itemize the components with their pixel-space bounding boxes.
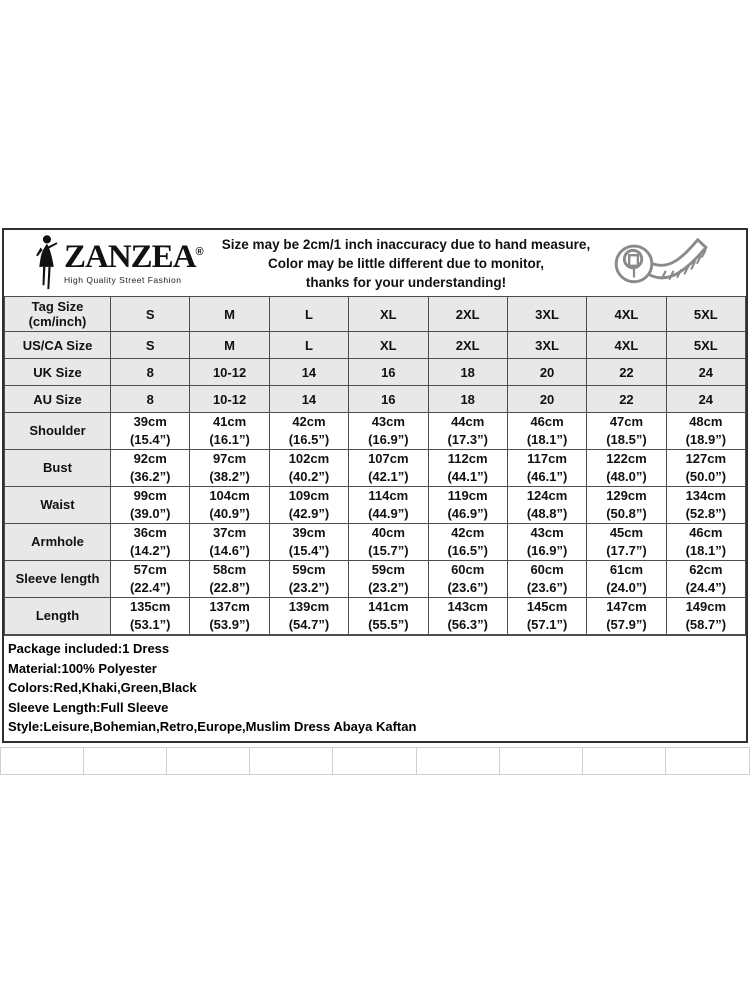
inch-value: (42.1”) [368, 469, 409, 484]
inch-value: (40.2”) [288, 469, 330, 484]
measurement-cell [190, 413, 269, 450]
empty-grid-cell [500, 748, 583, 774]
inch-value: (46.9”) [447, 506, 488, 521]
cm-value: 42cm [451, 525, 485, 540]
empty-grid-cell [1, 748, 84, 774]
cm-value: 117cm [527, 451, 567, 466]
cm-value: 92cm [133, 451, 167, 466]
size-cell: 24 [666, 359, 745, 386]
cm-value: 137cm [209, 599, 250, 614]
cm-value: 36cm [133, 525, 167, 540]
cm-value: 135cm [129, 599, 171, 614]
inch-value: (16.9”) [368, 432, 409, 447]
size-cell: 4XL [587, 332, 666, 359]
size-table [4, 296, 746, 635]
cm-value: 46cm [530, 414, 564, 429]
cm-value: 57cm [133, 562, 167, 577]
inch-value: (48.8”) [526, 506, 568, 521]
inch-value: (16.1”) [209, 432, 250, 447]
table-row [5, 332, 746, 359]
notice-line: Color may be little different due to monitor, [267, 255, 545, 271]
size-cell: 24 [666, 386, 745, 413]
inch-value: (14.6”) [209, 543, 250, 558]
inch-value: (50.0”) [685, 469, 727, 484]
measurement-cell [507, 524, 586, 561]
measurement-cell [111, 413, 190, 450]
cm-value: 112cm [447, 451, 488, 466]
size-cell: 5XL [666, 332, 745, 359]
measurement-cell [190, 598, 269, 635]
footer-empty-grid [0, 747, 750, 775]
measurement-cell [111, 487, 190, 524]
size-cell: 2XL [428, 297, 507, 332]
size-cell: 16 [349, 359, 428, 386]
measurement-cell [587, 487, 666, 524]
empty-grid-cell [333, 748, 416, 774]
inch-value: (24.0”) [606, 580, 647, 595]
size-cell: 18 [428, 386, 507, 413]
measurement-cell [190, 450, 269, 487]
brand-logo [30, 234, 210, 292]
table-row [5, 524, 746, 561]
size-cell: S [111, 332, 190, 359]
inch-value: (23.2”) [288, 580, 330, 595]
cm-value: 99cm [133, 488, 167, 503]
empty-grid-cell [250, 748, 333, 774]
inch-value: (23.2”) [368, 580, 409, 595]
measurement-cell [190, 487, 269, 524]
inch-value: (46.1”) [526, 469, 568, 484]
cm-value: 134cm [685, 488, 727, 503]
size-cell: 8 [111, 359, 190, 386]
size-cell: 18 [428, 359, 507, 386]
inch-value: (57.1”) [526, 617, 568, 632]
inch-value: (40.9”) [209, 506, 250, 521]
cm-value: 124cm [526, 488, 568, 503]
product-details [4, 635, 746, 741]
measurement-cell [349, 598, 428, 635]
size-cell: L [269, 297, 348, 332]
inch-value: (18.1”) [685, 543, 727, 558]
cm-value: 109cm [288, 488, 330, 503]
measurement-cell [507, 487, 586, 524]
cm-value: 42cm [292, 414, 326, 429]
cm-value: 107cm [368, 451, 409, 466]
cm-value: 59cm [292, 562, 326, 577]
table-row [5, 561, 746, 598]
notice-line: Size may be 2cm/1 inch inaccuracy due to hand measure, [221, 236, 591, 252]
table-row [5, 359, 746, 386]
cm-value: 40cm [371, 525, 405, 540]
inch-value: (15.7”) [368, 543, 409, 558]
inch-value: (15.4”) [129, 432, 171, 447]
measurement-cell [349, 524, 428, 561]
measurement-cell [587, 413, 666, 450]
measurement-cell [190, 561, 269, 598]
brand-text [64, 241, 204, 285]
inch-value: (53.1”) [129, 617, 171, 632]
inch-value: (17.7”) [606, 543, 647, 558]
inch-value: (53.9”) [209, 617, 250, 632]
empty-grid-cell [417, 748, 500, 774]
measurement-cell [587, 450, 666, 487]
measurement-cell [269, 561, 348, 598]
row-label: US/CA Size [5, 332, 111, 359]
size-cell: M [190, 332, 269, 359]
size-cell: 3XL [507, 332, 586, 359]
inch-value: (18.1”) [526, 432, 568, 447]
measurement-cell [428, 487, 507, 524]
inch-value: (23.6”) [526, 580, 568, 595]
cm-value: 60cm [530, 562, 564, 577]
cm-value: 139cm [288, 599, 330, 614]
inch-value: (17.3”) [447, 432, 488, 447]
tape-measure-icon [606, 233, 724, 294]
table-row [5, 297, 746, 332]
size-cell: 2XL [428, 332, 507, 359]
size-cell: 22 [587, 359, 666, 386]
cm-value: 143cm [447, 599, 488, 614]
row-label: Length [5, 598, 111, 635]
measurement-cell [587, 561, 666, 598]
size-cell: 10-12 [190, 386, 269, 413]
size-cell: 20 [507, 386, 586, 413]
measurement-cell [269, 487, 348, 524]
cm-value: 122cm [606, 451, 647, 466]
measurement-cell [587, 598, 666, 635]
inch-value: (36.2”) [129, 469, 171, 484]
measurement-cell [428, 561, 507, 598]
size-cell: 20 [507, 359, 586, 386]
measurement-cell [269, 450, 348, 487]
empty-grid-cell [84, 748, 167, 774]
cm-value: 43cm [371, 414, 405, 429]
cm-value: 45cm [609, 525, 644, 540]
inch-value: (44.1”) [447, 469, 488, 484]
measurement-cell [507, 561, 586, 598]
inch-value: (39.0”) [129, 506, 171, 521]
row-label: Armhole [5, 524, 111, 561]
size-cell: 16 [349, 386, 428, 413]
inch-value: (44.9”) [368, 506, 409, 521]
cm-value: 39cm [292, 525, 326, 540]
size-cell: 14 [269, 359, 348, 386]
measurement-cell [507, 598, 586, 635]
measurement-cell [111, 450, 190, 487]
size-cell: XL [349, 332, 428, 359]
measurement-cell [111, 561, 190, 598]
cm-value: 37cm [212, 525, 247, 540]
measurement-cell [349, 487, 428, 524]
cm-value: 47cm [609, 414, 644, 429]
measurement-notice [210, 235, 606, 292]
inch-value: (22.4”) [129, 580, 171, 595]
cm-value: 141cm [368, 599, 409, 614]
row-label: Sleeve length [5, 561, 111, 598]
inch-value: (18.5”) [606, 432, 647, 447]
measurement-cell [428, 413, 507, 450]
inch-value: (58.7”) [685, 617, 727, 632]
measurement-cell [269, 524, 348, 561]
table-row [5, 487, 746, 524]
row-label: Bust [5, 450, 111, 487]
table-row [5, 598, 746, 635]
inch-value: (23.6”) [447, 580, 488, 595]
cm-value: 97cm [212, 451, 247, 466]
row-label: Tag Size (cm/inch) [5, 297, 111, 332]
size-table-body [5, 297, 746, 635]
measurement-cell [666, 524, 745, 561]
size-cell: 3XL [507, 297, 586, 332]
inch-value: (15.4”) [288, 543, 330, 558]
detail-line: Style:Leisure,Bohemian,Retro,Europe,Muslim Dress Abaya Kaftan [8, 719, 417, 734]
measurement-cell [507, 413, 586, 450]
measurement-cell [507, 450, 586, 487]
inch-value: (55.5”) [368, 617, 409, 632]
cm-value: 149cm [685, 599, 727, 614]
measurement-cell [269, 413, 348, 450]
cm-value: 41cm [212, 414, 247, 429]
size-cell: 10-12 [190, 359, 269, 386]
inch-value: (54.7”) [288, 617, 330, 632]
measurement-cell [428, 524, 507, 561]
brand-tagline: High Quality Street Fashion [64, 275, 182, 285]
cm-value: 127cm [685, 451, 727, 466]
size-cell: 14 [269, 386, 348, 413]
measurement-cell [666, 561, 745, 598]
row-label: Shoulder [5, 413, 111, 450]
cm-value: 61cm [609, 562, 644, 577]
inch-value: (14.2”) [129, 543, 171, 558]
detail-line: Material:100% Polyester [8, 660, 157, 676]
table-row [5, 450, 746, 487]
cm-value: 43cm [530, 525, 564, 540]
measurement-cell [666, 450, 745, 487]
size-cell: S [111, 297, 190, 332]
cm-value: 119cm [447, 488, 488, 503]
empty-grid-cell [666, 748, 749, 774]
inch-value: (38.2”) [209, 469, 250, 484]
empty-grid-cell [167, 748, 250, 774]
size-cell: 4XL [587, 297, 666, 332]
size-cell: 8 [111, 386, 190, 413]
inch-value: (56.3”) [447, 617, 488, 632]
inch-value: (18.9”) [685, 432, 727, 447]
size-cell: XL [349, 297, 428, 332]
row-label: Waist [5, 487, 111, 524]
inch-value: (24.4”) [685, 580, 727, 595]
measurement-cell [428, 598, 507, 635]
measurement-cell [587, 524, 666, 561]
cm-value: 44cm [451, 414, 485, 429]
cm-value: 39cm [133, 414, 167, 429]
measurement-cell [269, 598, 348, 635]
detail-line: Sleeve Length:Full Sleeve [8, 699, 169, 715]
empty-grid-cell [583, 748, 666, 774]
inch-value: (57.9”) [606, 617, 647, 632]
size-cell: M [190, 297, 269, 332]
measurement-cell [428, 450, 507, 487]
header-band [4, 230, 746, 296]
size-cell: 5XL [666, 297, 745, 332]
inch-value: (50.8”) [606, 506, 647, 521]
cm-value: 59cm [371, 562, 405, 577]
measurement-cell [190, 524, 269, 561]
inch-value: (16.9”) [526, 543, 568, 558]
measurement-cell [111, 524, 190, 561]
cm-value: 62cm [689, 562, 723, 577]
table-row [5, 386, 746, 413]
measurement-cell [349, 413, 428, 450]
cm-value: 104cm [209, 488, 250, 503]
inch-value: (22.8”) [209, 580, 250, 595]
measurement-cell [666, 413, 745, 450]
measurement-cell [349, 450, 428, 487]
cm-value: 145cm [526, 599, 568, 614]
row-label: UK Size [5, 359, 111, 386]
cm-value: 102cm [288, 451, 330, 466]
brand-wordmark: ZANZEA® [64, 239, 204, 275]
cm-value: 147cm [606, 599, 647, 614]
measurement-cell [666, 487, 745, 524]
cm-value: 58cm [212, 562, 247, 577]
size-chart-sheet [2, 228, 748, 743]
detail-line: Colors:Red,Khaki,Green,Black [8, 680, 197, 695]
detail-line: Package included:1 Dress [8, 641, 170, 656]
measurement-cell [111, 598, 190, 635]
registered-mark: ® [195, 246, 204, 258]
cm-value: 114cm [368, 488, 409, 503]
table-row [5, 413, 746, 450]
notice-line: thanks for your understanding! [305, 274, 507, 290]
inch-value: (48.0”) [606, 469, 647, 484]
measurement-cell [666, 598, 745, 635]
cm-value: 48cm [689, 414, 723, 429]
inch-value: (16.5”) [447, 543, 488, 558]
inch-value: (52.8”) [685, 506, 727, 521]
measurement-cell [349, 561, 428, 598]
inch-value: (42.9”) [288, 506, 330, 521]
inch-value: (16.5”) [288, 432, 330, 447]
size-cell: L [269, 332, 348, 359]
woman-figure-icon [30, 234, 62, 292]
row-label: AU Size [5, 386, 111, 413]
cm-value: 46cm [689, 525, 723, 540]
cm-value: 129cm [606, 488, 647, 503]
size-cell: 22 [587, 386, 666, 413]
cm-value: 60cm [451, 562, 485, 577]
